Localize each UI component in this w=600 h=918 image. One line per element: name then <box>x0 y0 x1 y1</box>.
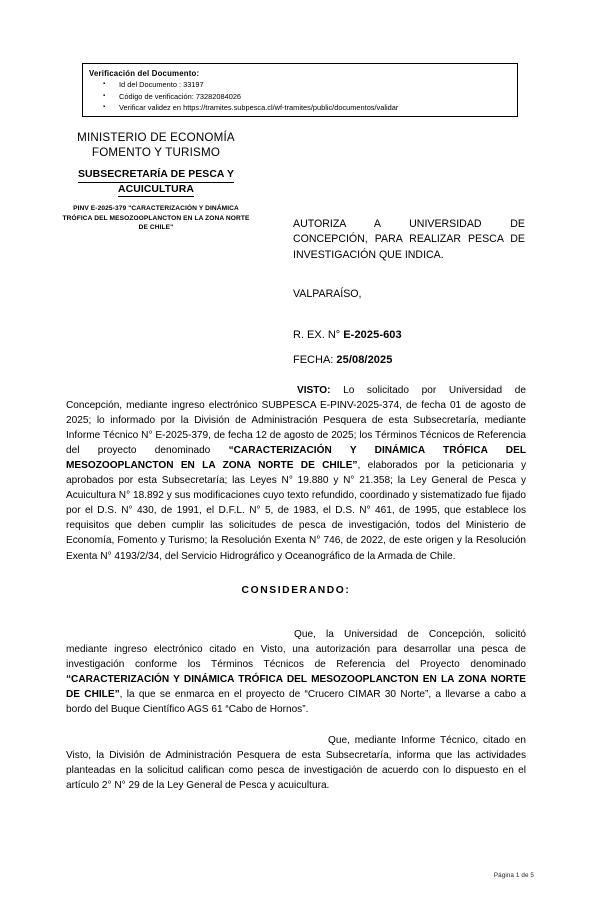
bullet-icon: ▪ <box>103 104 106 110</box>
project-reference-line-2: TRÓFICA DEL MESOZOOPLANCTON EN LA ZONA NORTE <box>62 214 250 222</box>
spacer <box>66 717 526 733</box>
project-reference <box>22 204 290 233</box>
resolution-number: E-2025-603 <box>343 328 402 341</box>
authorization-subject: AUTORIZA A UNIVERSIDAD DE CONCEPCIÓN, PARA REALIZAR PESCA DE INVESTIGACIÓN QUE INDICA. <box>293 218 525 261</box>
resolution-label: R. EX. N° <box>293 328 341 341</box>
paragraph-considerando-2 <box>66 733 526 793</box>
document-body <box>66 383 526 793</box>
verification-item-url[interactable] <box>89 102 517 114</box>
resolution-date-line <box>293 353 525 368</box>
ministry-line-1: MINISTERIO DE ECONOMÍA <box>77 131 235 144</box>
considerando-1-text-part-1: Que, la Universidad de Concepción, solicitó mediante ingreso electrónico citado en Visto, una autorización para desarrollar una pesca de investigación conforme los Términos Técnicos de Referencia del Proyecto denominado <box>66 628 526 670</box>
page-footer: Página 1 de 5 <box>493 872 534 879</box>
header-right-block <box>293 217 525 368</box>
project-reference-line-3: DE CHILE" <box>138 224 174 232</box>
considerando-2-text: Que, mediante Informe Técnico, citado en Visto, la División de Administración Pesquera de esta Subsecretaría, informa que las actividades planteadas en la solicitud califican como pesca de investigación de acuerdo con lo dispuesto en el artículo 2° N° 29 de la Ley General de Pesca y acuicultura. <box>66 734 526 791</box>
paragraph-visto <box>66 383 526 564</box>
verification-item-url-text[interactable]: Verificar validez en https://tramites.subpesca.cl/wf-tramites/public/documentos/validar <box>119 103 399 112</box>
bullet-icon: ▪ <box>103 81 106 87</box>
paragraph-considerando-1 <box>66 627 526 717</box>
considerando-heading: CONSIDERANDO: <box>241 584 351 596</box>
city-line: VALPARAÍSO, <box>293 288 362 301</box>
verification-item-id <box>89 79 517 91</box>
subsecretaria-line-2: ACUICULTURA <box>118 183 194 198</box>
verification-box <box>82 63 518 117</box>
ministry-line-2: FOMENTO Y TURISMO <box>91 145 221 159</box>
resolution-number-line <box>293 328 525 343</box>
spacer <box>66 598 526 627</box>
ministry-name <box>22 131 290 160</box>
verification-item-id-text: Id del Documento : 33197 <box>119 80 204 89</box>
verification-item-code-text: Código de verificación: 73282084026 <box>119 91 242 101</box>
visto-text-part-2: , elaborados por la peticionaria y aprobados por esta Subsecretaría; las Leyes N° 19.880 y N° 21.358; la Ley General de Pesca y Acuicultura N° 18.892 y sus modificaciones cuyo texto refundido, coordinado y sistematizado fue fijado por el D.S. N° 430, de 1991, el D.F.L. N° 5, de 1983, el D.S. N° 461, de 1995, que establece los requisitos que deben cumplir las solicitudes de pesca de investigación, todos del Ministerio de Economía, Fomento y Turismo; la Resolución Exenta N° 746, de 2022, de este origen y la Resolución Exenta N° 4193/2/34, del Servicio Hidrográfico y Oceanográfico de la Armada de Chile. <box>66 460 527 562</box>
visto-project-title: “CARACTERIZACIÓN Y DINÁMICA TRÓFICA DEL MESOZOOPLANCTON EN LA ZONA NORTE DE CHILE” <box>66 445 526 472</box>
considerando-1-text-part-2: , la que se enmarca en el proyecto de “Crucero CIMAR 30 Norte”, a llevarse a cabo a bordo del Buque Científico AGS 61 “Cabo de Hornos”. <box>66 688 526 715</box>
visto-label: VISTO: <box>297 385 331 396</box>
subsecretaria-name <box>22 168 290 197</box>
considerando-1-project-title: “CARACTERIZACIÓN Y DINÁMICA TRÓFICA DEL MESOZOOPLANCTON EN LA ZONA NORTE DE CHILE” <box>66 673 526 700</box>
subsecretaria-line-1: SUBSECRETARÍA DE PESCA Y <box>78 168 234 183</box>
project-reference-line-1: PINV E-2025-379 "CARACTERIZACIÓN Y DINÁMICA <box>73 205 239 212</box>
verification-item-code <box>89 91 517 103</box>
date-label: FECHA: <box>293 353 334 366</box>
verification-list <box>89 79 517 114</box>
verification-title: Verificación del Documento: <box>89 69 200 78</box>
date-value: 25/08/2025 <box>336 353 393 366</box>
visto-text-part-1: Lo solicitado por Universidad de Concepción, mediante ingreso electrónico SUBPESCA E-PINV-2025-374, de fecha 01 de agosto de 2025; lo informado por la División de Administración Pesquera de esta Subsecretaría, mediante Informe Técnico N° E-2025-379, de fecha 12 de agosto de 2025; los Términos Técnicos de Referencia del proyecto denominado <box>66 385 526 457</box>
bullet-icon: ▪ <box>103 92 106 99</box>
header-left-block <box>22 131 290 233</box>
